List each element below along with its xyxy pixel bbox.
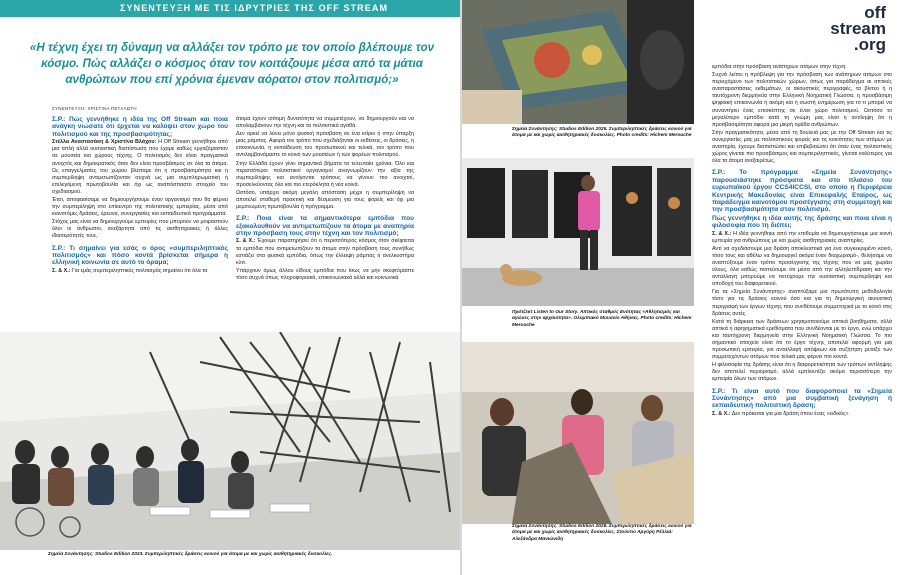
answer-signature: Σ. & Χ.: — [52, 267, 71, 274]
answer-text: Η φιλοσοφία της δράσης είναι ότι η διαφορετικότητα των τρόπων αντίληψης δεν αποτελεί περιορισμό, αλλά εμπλουτίζει ακόμα περισσότερο την εμπειρία όλων των ατόμων. — [712, 362, 892, 383]
pull-quote: «Η τέχνη έχει τη δύναμη να αλλάξει τον τρόπο με τον οποίο βλέπουμε τον κόσμο. Πώς αλλάζει ο κόσμος όταν τον κοιτάζουμε μέσα από τα μάτια ανθρώπων που επί χρόνια έμεναν αόρατοι στον πολιτισμό;» — [29, 41, 435, 86]
answer-signature: Στέλλα Αναστασάκη & Χριστίνα Βλάχου: — [52, 139, 157, 146]
painting-activity-photo — [462, 0, 694, 124]
off-stream-logo — [806, 3, 886, 54]
answer-text: άτομα έχουν ισότιμη δυνατότητα να συμμετέχουν, να δημιουργούν και να απολαμβάνουν την τέχνη και τα πολιτιστικά αγαθά. — [236, 116, 414, 130]
byline: ΣΥΝΕΝΤΕΥΞΗ: ΧΡΙΣΤΙΝΑ ΠΕΤΑΛΩΤΗ — [52, 106, 137, 111]
answer-text: Έτσι, αποφασίσαμε να δημιουργήσουμε έναν οργανισμό που θα φέρνει την συμπερίληψη στο επίκεντρο της πολιτιστικής εμπειρίας, μέσα από καινοτόμες δράσεις, έρευνα, συνεργασίες και εκπαιδευτικά προγράμματα. — [52, 196, 228, 218]
answer-signature: Σ. & Χ.: — [712, 410, 731, 417]
question-3: Σ.Ρ.: Ποια είναι τα σημαντικότερα εμπόδια που εξακολουθούν να αντιμετωπίζουν τα άτομα με αναπηρία στην πρόσβαση τους στην τέχνη και τον πολιτισμό; — [236, 215, 414, 238]
question-2: Σ.Ρ.: Τι σημαίνει για εσάς ο όρος «συμπεριληπτικός πολιτισμός» και πόσο κοντά βρίσκεται σήμερα η ελληνική κοινωνία σε αυτό το όραμα; — [52, 244, 228, 267]
answer-text: Έχουμε παρατηρήσει ότι ο περισσότερος κόσμος όταν σκέφτεται τα εμπόδια που αντιμετωπίζουν τα άτομα στην πρόσβαση τους συνήθως εστιάζει στα φυσικά εμπόδια, όπως την έλλειψη ράμπας ή ανελκυστήρα κλπ. — [236, 238, 414, 266]
answer-signature: Σ. & Χ.: — [712, 230, 732, 237]
answer-text: Στην Ελλάδα έχουν γίνει σημαντικά βήματα τα τελευταία χρόνια. Όλο και περισσότεροι πολιτιστικοί οργανισμοί αναγνωρίζουν την αξία της συμπερίληψης και ανοίγονται τρόπους να γίνουν πιο ανοιχτοί, προσελκύοντας όλο και πιο ετερόκλητα ή νέα κοινά. — [236, 160, 414, 188]
museum-tactile-photo — [462, 158, 694, 306]
answer-text: Η Off Stream γεννήθηκε από μια απλή αλλά ουσιαστική διαπίστωση που έχαμε καθώς εργαζόμασταν σε μουσεία και χώρους τέχνης. Ο πολιτισμός δεν είναι πραγματικά ανοιχτός και δημοκρατικός όταν δεν είναι προσβάσιμος σε όλα τα άτομα. Ως επαγγελματίες του χώρου βλέπαμε ότι η προσβασιμότητα και η συμπερίληψη αντιμετωπίζονταν συχνά ως μια συμπληρωματική ή επιλεγόμενη πρωτοβουλία και όχι ως αναπόσπαστο στοιχείο του σχεδιασμού. — [52, 139, 229, 195]
answer-text: Δεν πρόκειται για μια δράση όπου ένας «ειδικός» — [731, 410, 849, 417]
studio-workshop-photo — [462, 342, 694, 524]
answer-text: εμπόδια στην πρόσβαση ανάπηρων ατόμων στην τέχνη. — [712, 64, 847, 70]
left-column-2 — [236, 116, 414, 283]
gallery-photo — [0, 332, 460, 550]
answer-text: Αντί να σχεδιάσουμε μια δράση αποκλειστικά για ένα συγκεκριμένο κοινό, τόσο τους και αθέλω να δημιουργεί ακόμα έναν διαχωρισμό-, θελήσαμε να αναπτύξουμε έναν τρόπο προσέγγισης της τέχνης που να μας χωράει όλους, όλα καθώς πιστεύουμε ότι μέσα από την αλληλεπίδραση και την ανταλλαγή μπορούμε να πετύχουμε την ουσιαστική συμπερίληψη και αποδοχή του διαφορετικού. — [712, 245, 892, 288]
right-page — [462, 0, 920, 575]
question-1: Σ.Ρ.: Πώς γεννήθηκε η ιδέα της Off Stream και ποια ανάγκη νιώσατε ότι έρχεται να καλύψει στον χώρο του πολιτισμού και της προσβασιμότητας; — [52, 116, 228, 138]
answer-text: Για τα «Σημεία Συνάντησης» αναπτύξαμε μια πρωτότυπη μεθοδολογία τόσο για τις δράσεις κοινού όσο και για τη δημιουργική ακουστική περιγραφή των έργων τέχνης που συνθέτουμε συμμετοχικά με το κοινό στις δράσεις αυτές. — [712, 289, 892, 317]
answer-text: Συχνά λείπει η πρόβλεψη για την πρόσβαση των ανάπηρων ατόμων στο περιεχόμενο των πολιτιστικών χώρων, όπως για παράδειγμα αι απτικές αναπαραστάσεις εκθεμάτων, οι ακουστικές περιγραφές, τα βίντεο ή η ταυτόχρονη διερμηνεία στην Ελληνική Νοηματική Γλώσσα, η προσβάσιμη ψηφιακή επικοινωνία ή ακόμη και η σωστή ενημέρωση για το τι μπορεί να συναντήσει ένας επισκέπτης σε έναν χώρο πολιτισμού. Ωστόσο το μεγαλύτερο εμπόδιο κατά τη γνώμη μας είναι η αντίληψη ότι η προσβασιμότητα αφορά μια μικρή ομάδα ανθρώπων. — [712, 72, 892, 128]
answer-text: Στόχος μας είναι να δημιουργούμε εμπειρίες που μπορούν να μοιραστούν όλοι οι άνθρωποι, ανεξάρτητα από τις αισθητηριακές ή άλλες ιδιαιτερότητές τους. — [52, 219, 228, 240]
answer-text: Για εμάς συμπεριληπτικός πολιτισμός σημαίνει ότι όλα τα — [72, 267, 208, 274]
answer-text: Στην πραγματικότητα, μέσα από τη δουλειά μας με την Off Stream και τις συνεργασίες μας με πολιτιστικούς φορείς και τις κοινότητες των ατόμων με αναπηρία, έχουμε διαπιστώσει και επιβεβαιώσει ότι όταν ένας πολιτιστικός χώρος γίνεται πιο προσβάσιμος και συμπεριληπτικός, γίνεται καλύτερος για όλα τα άτομα ανεξαιρέτως. — [712, 129, 892, 165]
answer-text: Δεν αρκεί να λύνει μόνο φυσική πρόσβαση σε ένα κτίριο ή στην ύπαρξη μιας ράμπας. Αφορά τον τρόπο που σχεδιάζονται οι εκθέσεις, οι δράσεις, η επικοινωνία, η εκπαίδευση του προσωπικού και τελικά, τον τρόπο που αντιλαμβανόμαστε το κοινό των μουσείων ή των φορέων πολιτισμού. — [236, 131, 414, 159]
photo-caption: Σημεία Συνάντησης: Studios Edition 2023. Συμπεριληπτικές δράσεις κοινού για άτομα με και χωρίς αισθητηριακές δυσκολίες. — [48, 552, 333, 557]
answer-text: Κατά τη διάρκεια των δράσεων χρησιμοποιούμε απτικά βοηθήματα, αλλά απτικά ή αφηγηματικά ερεθίσματα που συνδέονται με το έργο, ενώ υπάρχει και ταυτόχρονη διερμηνεία στην Ελληνική Νοηματική Γλώσσα. Το πιο σημαντικό στοιχείο είναι ότι το έργο τέχνης αποτελεί αφορμή για μια προσωπική εμπειρία, για ανταλλαγή απόψεων και συζήτηση μεταξύ των συμμετεχόντων ατόμων που τελικά μας φέρνει πιο κοντά. — [712, 318, 892, 361]
question-4: Σ.Ρ.: Το πρόγραμμα «Σημεία Συνάντησης» παρουσιάστηκε πρόσφατα και στο πλαίσιο του ευρωπαϊκού έργου CCS4ICCSI, στο οποίο η Περιφέρεια Κεντρικής Μακεδονίας είναι Επικεφαλής Εταίρος, ως παράδειγμα καινοτόμου προσέγγισης στη συμμετοχή και την προσβασιμότητα στον πολιτισμό. — [712, 169, 892, 214]
logo-line: stream — [830, 19, 886, 38]
section-banner: ΣΥΝΕΝΤΕΥΞΗ ΜΕ ΤΙΣ ΙΔΡΥΤΡΙΕΣ ΤΗΣ OFF STREAM — [0, 0, 460, 17]
photo-caption: Πρότζεκτ Listen to Our Story. Απτικός σταθμός Ενότητας «Αθλητισμός και αγώνες στην αρχαιότητα». Ολυμπιακό Μουσείο Αθήνας. Photo credits: Hichem Merouche — [512, 310, 692, 328]
answer-text: Η ιδέα γεννήθηκε από την επιθυμία να δημιουργήσουμε μια κοινή εμπειρία για ανθρώπους με και χωρίς αισθητηριακές αναπηρίες. — [712, 230, 892, 244]
photo-caption: Σημεία Συνάντησης: Studios Edition 2025. Συμπεριληπτικές δράσεις κοινού για άτομα με και χωρίς αισθητηριακές δυσκολίες. Photo credits: Hichem Merouche — [512, 127, 692, 139]
logo-line: .org — [853, 35, 886, 54]
right-column — [712, 64, 892, 419]
answer-signature: Σ. & Χ.: — [236, 238, 256, 245]
answer-text: Υπάρχουν όμως άλλου είδους εμπόδια που ίσως να μην σκεφτόμαστε τόσο συχνά όπως πληροφοριακά, επικοινωνιακά αλλά και κοινωνικά — [236, 267, 414, 281]
question-5: Σ.Ρ.: Τι είναι αυτό που διαφοροποιεί τα «Σημεία Συνάντησης» από μια συμβατική ξενάγηση ή εκπαιδευτική πολιτιστική δράση; — [712, 387, 892, 410]
answer-text: Ωστόσο, υπάρχει ακόμη μεγάλη απόσταση μέχρι η συμπερίληψη να αποτελεί σταθερή πρακτική και δέσμευση για τους φορείς και όχι μια μεμονωμένη πρωτοβουλία ή πρόγραμμα. — [236, 189, 414, 211]
logo-line: off — [864, 3, 886, 22]
photo-caption: Σημεία Συνάντησης: Studios Edition 2026. Συμπεριληπτικές δράσεις κοινού για άτομα με και χωρίς αισθητηριακές δυσκολίες. Στούντιο Αργύρη Ρέλλιά: Αλεξάνδρα Μανιώνιδη — [512, 524, 692, 542]
question-4b: Πώς γεννήθηκε η ιδέα αυτής της δράσης και ποια είναι η φιλοσοφία που τη διέπει; — [712, 214, 892, 230]
left-column-1 — [52, 116, 228, 276]
